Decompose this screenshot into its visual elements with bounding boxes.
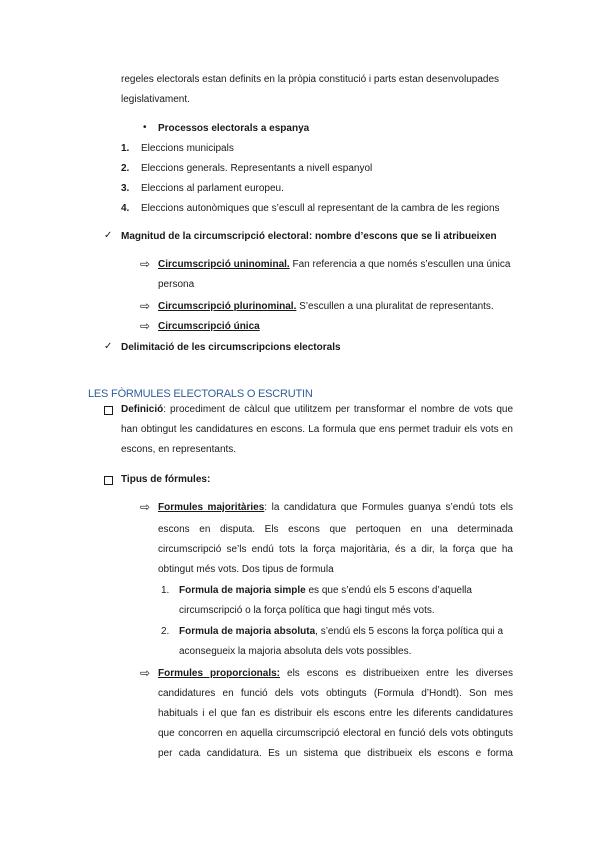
bullet-icon: • [143,122,147,133]
tipus-heading: Tipus de fórmules: [121,474,211,485]
definicio-line-2: han obtingut les candidatures en escons. La formula que ens permet traduir els vots en [121,424,513,435]
majoritaries-line-3: circumscripció se’ls endú tots la força majoritària, és a dir, la força que ha [158,544,513,555]
list-item-number: 1. [161,585,170,596]
checkbox-icon [104,476,113,485]
majoritaries-term: Formules majoritàries [158,502,265,513]
list-item-number: 3. [121,183,130,194]
plurinominal-line [158,301,494,313]
list-item-number: 2. [121,163,130,174]
majoria-absoluta-line [179,626,503,638]
arrow-right-icon: ⇨ [140,257,151,271]
proporcionals-line-4: que concorren en aquella circumscripció electoral en funció dels vots obtinguts [158,728,513,739]
plurinominal-term: Circumscripció plurinominal. [158,301,297,312]
delimitacio-heading: Delimitació de les circumscripcions electorals [121,342,341,353]
uninominal-term: Circumscripció uninominal. [158,259,290,270]
unica-term: Circumscripció única [158,321,260,332]
definicio-text: : procediment de càlcul que utilitzem per transformar el nombre de vots que [163,404,513,415]
check-icon: ✓ [104,230,113,241]
majoritaries-line-1 [158,502,513,514]
arrow-right-icon: ⇨ [140,299,151,313]
list-item: Eleccions municipals [141,143,234,154]
processos-heading: Processos electorals a espanya [158,123,310,134]
magnitud-heading: Magnitud de la circumscripció electoral: nombre d’escons que se li atribueixen [121,231,497,242]
majoria-simple-term: Formula de majoria simple [179,585,306,596]
proporcionals-text: els escons es distribueixen entre les diverses [280,668,513,679]
check-icon: ✓ [104,341,113,352]
majoritaries-line-2: escons en disputa. Els escons que pertoquen en una determinada [158,524,513,535]
arrow-right-icon: ⇨ [140,666,151,680]
majoria-absoluta-term: Formula de majoria absoluta [179,626,316,637]
uninominal-text: Fan referencia a que només s’escullen una única [289,259,511,270]
majoritaries-line-4: obtingut més vots. Dos tipus de formula [158,564,334,575]
arrow-right-icon: ⇨ [140,500,151,514]
majoria-simple-continuation: circumscripció o la força política que hagi tingut més vots. [179,605,435,616]
proporcionals-line-1 [158,668,513,680]
majoritaries-text: : la candidatura que Formules guanya s’endú tots els [264,502,514,513]
majoria-absoluta-text: , s’endú els 5 escons la força política qui a [315,626,504,637]
proporcionals-line-2: candidatures en funció dels vots obtinguts (Formula d’Hondt). Son mes [158,688,513,699]
uninominal-continuation: persona [158,279,195,290]
list-item-number: 2. [161,626,170,637]
uninominal-line [158,259,510,271]
section-title: LES FÒRMULES ELECTORALS O ESCRUTIN [88,388,313,400]
definicio-term: Definició [121,404,164,415]
arrow-right-icon: ⇨ [140,319,151,333]
list-item: Eleccions generals. Representants a nivell espanyol [141,163,373,174]
proporcionals-line-5: per cada candidatura. Es un sistema que distribueix els escons e forma [158,748,513,759]
plurinominal-text: S’escullen a una pluralitat de representants. [296,301,494,312]
majoria-simple-text: es que s’endú els 5 escons d’aquella [305,585,472,596]
majoria-absoluta-continuation: aconsegueix la majoria absoluta dels vots possibles. [179,646,412,657]
list-item: Eleccions al parlament europeu. [141,183,284,194]
list-item: Eleccions autonòmiques que s’escull al representant de la cambra de les regions [141,203,500,214]
list-item-number: 4. [121,203,130,214]
list-item-number: 1. [121,143,130,154]
definicio-line-3: escons, en representants. [121,444,237,455]
majoria-simple-line [179,585,472,597]
checkbox-icon [104,406,113,415]
proporcionals-line-3: habituals i el que fan es distribuir els escons entre les diferents candidatures [158,708,513,719]
intro-line-2: legislativament. [121,94,190,105]
definicio-line-1 [121,404,513,416]
proporcionals-term: Formules proporcionals: [158,668,281,679]
intro-line-1: regeles electorals estan definits en la pròpia constitució i parts estan desenvolupades [121,74,500,85]
